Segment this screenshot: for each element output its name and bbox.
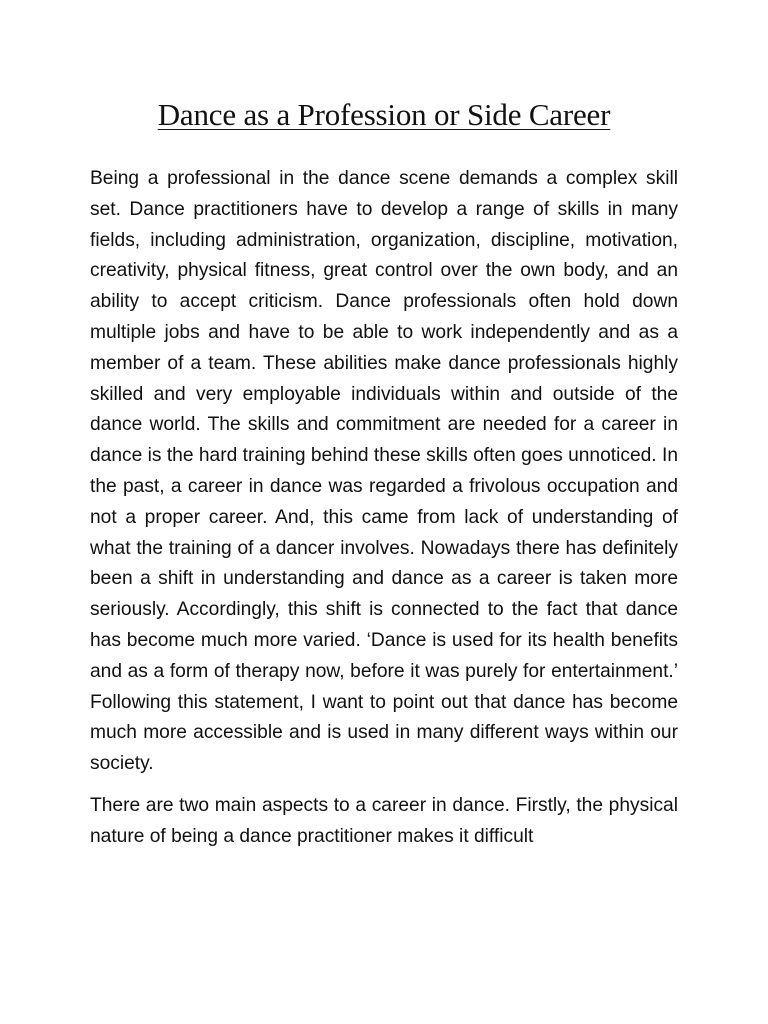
document-title: Dance as a Profession or Side Career [157,97,611,132]
paragraph-2: There are two main aspects to a career in dance. Firstly, the physical nature of being a dance practitioner makes it difficult [90,794,678,847]
paragraph-1: Being a professional in the dance scene demands a complex skill set. Dance practitioners have to develop a range of skills in many fields, including administration, organization, discipline, motivation, creativity, physical fitness, great control over the own body, and an ability to accept criticism. Dance professionals often hold down multiple jobs and have to be able to work independently and as a member of a team. These abilities make dance professionals highly skilled and very employable individuals within and outside of the dance world. The skills and commitment are needed for a career in dance is the hard training behind these skills often goes unnoticed. In the past, a career in dance was regarded a frivolous occupation and not a proper career. And, this came from lack of understanding of what the training of a dancer involves. Nowadays there has definitely been a shift in understanding and dance as a career is taken more seriously. Accordingly, this shift is connected to the fact that dance has become much more varied. ‘Dance is used for its health benefits and as a form of therapy now, before it was purely for entertainment.’ Following this statement, I want to point out that dance has become much more accessible and is used in many different ways within our society. [90,168,678,775]
document-body [90,164,678,864]
